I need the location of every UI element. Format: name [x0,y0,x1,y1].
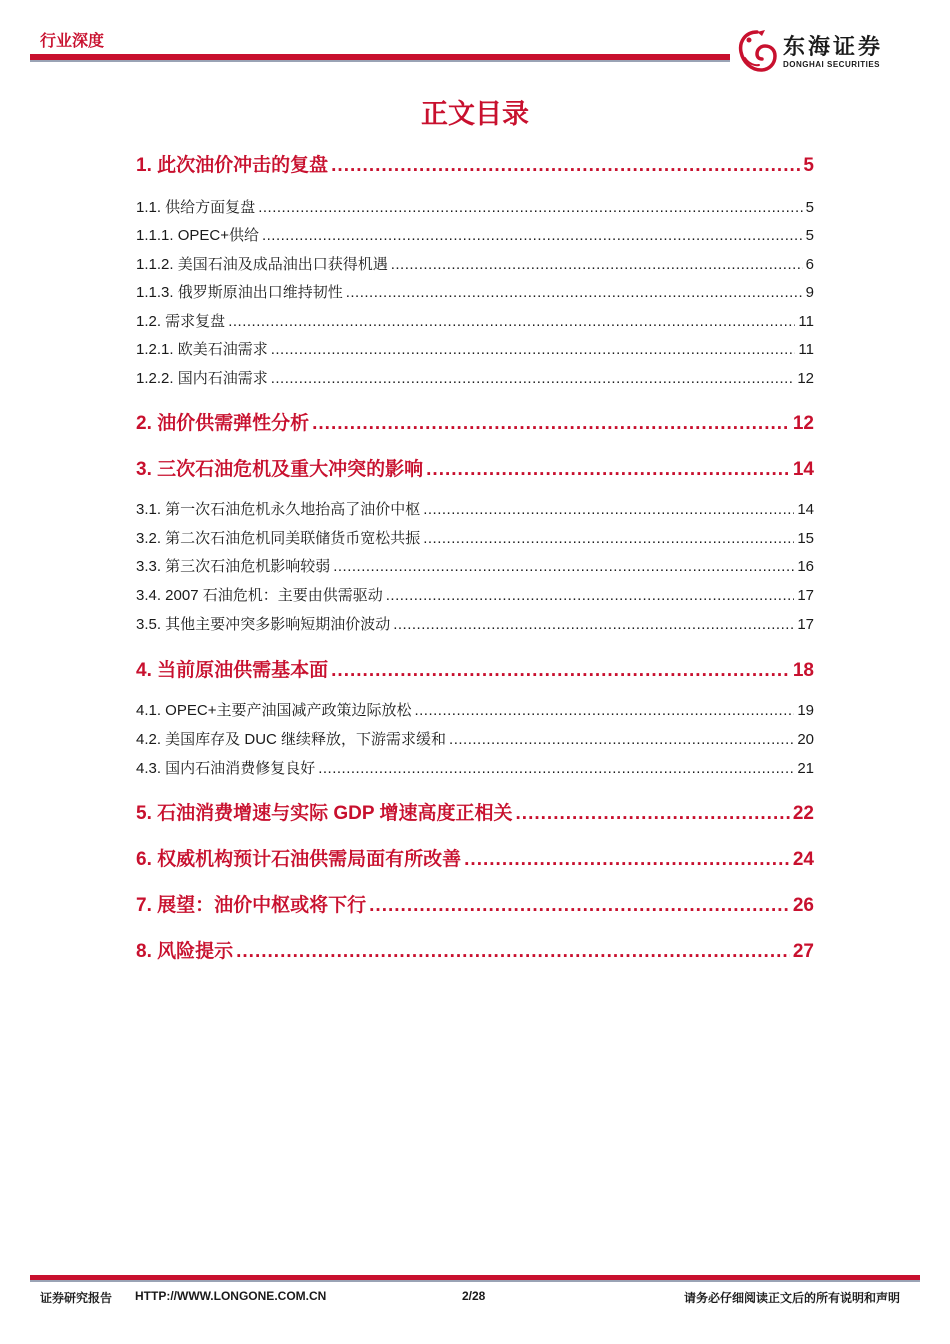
toc-dot-leader [331,660,790,682]
toc-section-entry[interactable] [136,555,814,576]
toc-dot-leader [369,895,790,917]
toc-dot-leader [262,227,803,244]
toc-dot-leader [414,702,794,719]
footer-rule-secondary [30,1280,920,1282]
logo-name: 东海证券 [783,34,884,59]
toc-entry-page: 11 [798,313,814,330]
toc-section-entry[interactable] [136,310,814,331]
toc-section-entry[interactable] [136,281,814,302]
toc-dot-leader [426,459,790,481]
toc-chapter-entry[interactable] [136,408,814,435]
toc-entry-title: 3.1. 第一次石油危机永久地抬高了油价中枢 [136,501,421,518]
toc-dot-leader [393,616,794,633]
toc-entry-page: 12 [797,370,814,387]
toc-dot-leader [333,558,794,575]
dragon-logo-icon [735,28,779,74]
toc-entry-title: 8. 风险提示 [136,941,234,962]
toc-entry-page: 26 [792,895,814,916]
toc-entry-title: 7. 展望：油价中枢或将下行 [136,895,367,916]
toc-section-entry[interactable] [136,338,814,359]
toc-chapter-entry[interactable] [136,936,814,963]
toc-section-entry[interactable] [136,196,814,217]
toc-section-entry[interactable] [136,699,814,720]
toc-entry-title: 1. 此次油价冲击的复盘 [136,155,329,176]
toc-entry-page: 11 [798,341,814,358]
toc-dot-leader [271,341,796,358]
toc-section-entry[interactable] [136,613,814,634]
toc-entry-title: 1.1. 供给方面复盘 [136,199,256,216]
toc-dot-leader [516,803,790,825]
toc-entry-page: 17 [797,587,814,604]
toc-entry-page: 14 [797,501,814,518]
toc-entry-page: 9 [805,284,814,301]
toc-entry-title: 3.2. 第二次石油危机同美联储货币宽松共振 [136,530,421,547]
toc-entry-title: 4.2. 美国库存及 DUC 继续释放，下游需求缓和 [136,731,447,748]
toc-entry-title: 4.1. OPEC+主要产油国减产政策边际放松 [136,702,412,719]
toc-section-entry[interactable] [136,253,814,274]
toc-entry-page: 5 [803,155,814,176]
toc-dot-leader [312,413,790,435]
company-logo [735,28,925,76]
toc-dot-leader [464,849,790,871]
toc-entry-page: 15 [797,530,814,547]
toc-dot-leader [423,530,794,547]
toc-entry-page: 6 [805,256,814,273]
toc-chapter-entry[interactable] [136,454,814,481]
toc-entry-title: 4. 当前原油供需基本面 [136,660,329,681]
toc-entry-title: 3. 三次石油危机及重大冲突的影响 [136,459,424,480]
toc-dot-leader [423,501,794,518]
header-rule-secondary [30,60,730,62]
toc-dot-leader [346,284,803,301]
toc-dot-leader [449,731,794,748]
toc-entry-page: 20 [797,731,814,748]
toc-dot-leader [318,760,794,777]
toc-dot-leader [386,587,795,604]
toc-entry-title: 3.3. 第三次石油危机影响较弱 [136,558,331,575]
toc-entry-page: 22 [792,803,814,824]
toc-entry-title: 1.2.2. 国内石油需求 [136,370,268,387]
toc-chapter-entry[interactable] [136,890,814,917]
toc-entry-title: 3.5. 其他主要冲突多影响短期油价波动 [136,616,391,633]
toc-entry-page: 18 [792,660,814,681]
toc-chapter-entry[interactable] [136,798,814,825]
toc-entry-page: 16 [797,558,814,575]
toc-entry-title: 1.1.1. OPEC+供给 [136,227,259,244]
toc-entry-title: 3.4. 2007 石油危机：主要由供需驱动 [136,587,383,604]
toc-section-entry[interactable] [136,527,814,548]
toc-entry-page: 21 [797,760,814,777]
toc-dot-leader [258,199,802,216]
toc-entry-page: 5 [805,199,814,216]
toc-section-entry[interactable] [136,498,814,519]
header-label: 行业深度 [40,33,105,50]
toc-entry-title: 1.1.2. 美国石油及成品油出口获得机遇 [136,256,388,273]
toc-chapter-entry[interactable] [136,150,814,177]
toc-entry-page: 24 [792,849,814,870]
toc-entry-title: 1.2.1. 欧美石油需求 [136,341,268,358]
toc-entry-title: 1.2. 需求复盘 [136,313,226,330]
footer-url[interactable]: HTTP://WWW.LONGONE.COM.CN [135,1289,327,1303]
toc-title: 正文目录 [421,99,529,129]
footer-report-type: 证券研究报告 [40,1291,113,1305]
toc-dot-leader [271,370,795,387]
toc-dot-leader [228,313,795,330]
toc-entry-title: 1.1.3. 俄罗斯原油出口维持韧性 [136,284,343,301]
toc-chapter-entry[interactable] [136,655,814,682]
toc-entry-title: 4.3. 国内石油消费修复良好 [136,760,316,777]
toc-entry-title: 5. 石油消费增速与实际 GDP 增速高度正相关 [136,803,513,824]
toc-section-entry[interactable] [136,367,814,388]
toc-dot-leader [331,155,800,177]
logo-subtitle: DONGHAI SECURITIES [783,60,881,69]
toc-dot-leader [236,941,790,963]
toc-section-entry[interactable] [136,728,814,749]
toc-entry-page: 27 [792,941,814,962]
toc-entry-title: 6. 权威机构预计石油供需局面有所改善 [136,849,462,870]
toc-section-entry[interactable] [136,224,814,245]
toc-chapter-entry[interactable] [136,844,814,871]
toc-entry-page: 12 [792,413,814,434]
toc-entry-page: 17 [797,616,814,633]
footer-disclaimer: 请务必仔细阅读正文后的所有说明和声明 [684,1291,901,1305]
toc-section-entry[interactable] [136,584,814,605]
toc-dot-leader [391,256,803,273]
toc-entry-page: 14 [792,459,814,480]
footer-page-number: 2/28 [462,1289,486,1303]
toc-entry-title: 2. 油价供需弹性分析 [136,413,310,434]
toc-entry-page: 5 [805,227,814,244]
toc-entry-page: 19 [797,702,814,719]
toc-section-entry[interactable] [136,757,814,778]
